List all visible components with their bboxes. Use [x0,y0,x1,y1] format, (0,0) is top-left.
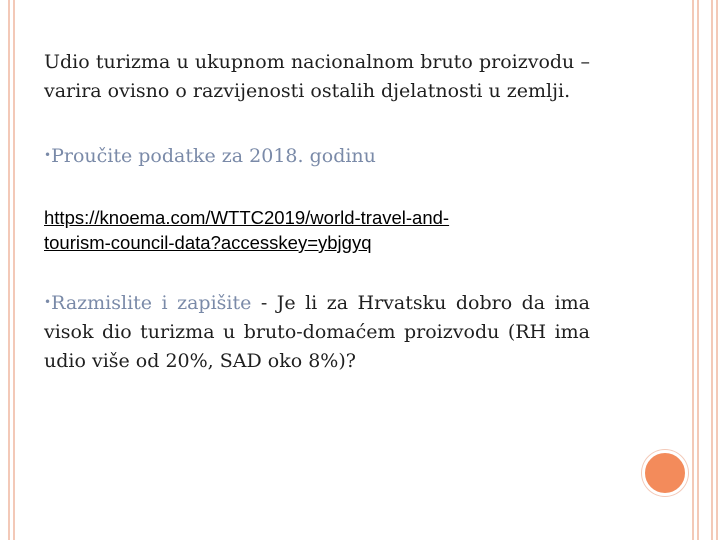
slide-border-right-3 [711,0,713,540]
bullet-study-data-text: Proučite podatke za 2018. godinu [51,145,376,167]
slide-border-left-inner [13,0,15,540]
slide-border-right-2 [697,0,699,540]
bullet-reflect-question [44,288,590,376]
bullet-reflect-question-text: - Je li za Hrvatsku dobro da ima visok dio turizma u bruto-domaćem proizvodu (RH ima udio više od 20%, SAD oko 8%)? [44,292,590,372]
knoema-link-line2: tourism-council-data?accesskey=ybjgyq [44,232,372,253]
knoema-link-line1: https://knoema.com/WTTC2019/world-travel-and- [44,207,450,228]
slide-border-right-4 [716,0,718,540]
bullet-marker: • [44,148,52,162]
knoema-data-link[interactable] [44,205,590,255]
slide-content [44,48,590,376]
bullet-study-data [44,141,590,171]
slide-border-left-outer [8,0,10,540]
bullet-reflect-lead: Razmislite i zapišite [51,292,252,314]
bullet-marker: • [44,295,52,309]
decorative-orange-circle [642,450,688,496]
intro-paragraph: Udio turizma u ukupnom nacionalnom bruto proizvodu – varira ovisno o razvijenosti ostalih djelatnosti u zemlji. [44,51,590,102]
slide-border-right-1 [692,0,694,540]
